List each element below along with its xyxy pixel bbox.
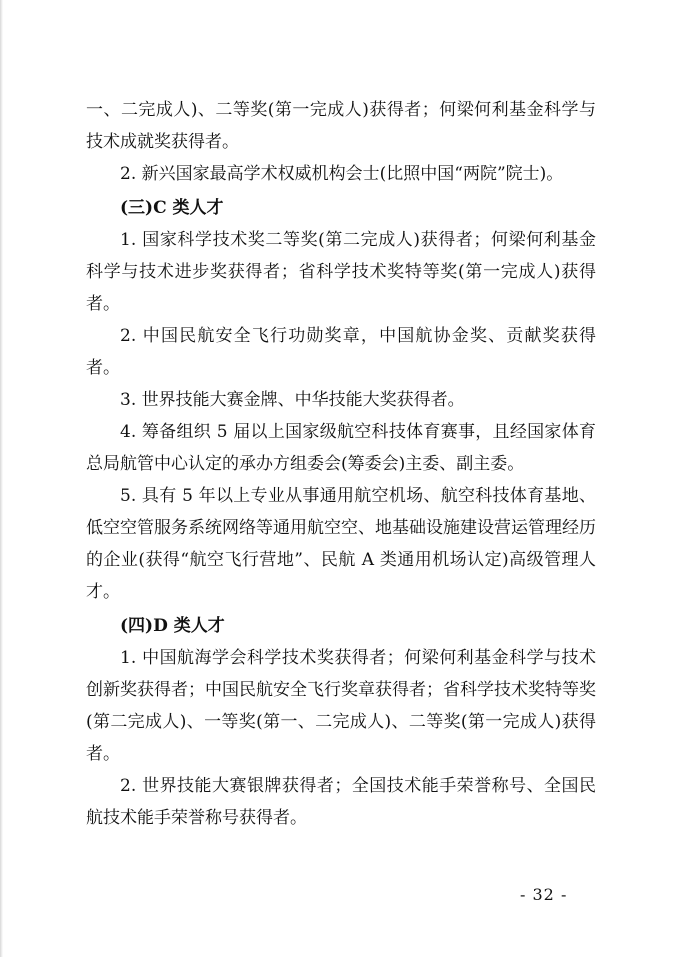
section-heading-d: (四)D 类人才 [120, 616, 225, 636]
paragraph-continuation: 一、二完成人)、二等奖(第一完成人)获得者；何梁何利基金科学与技术成就奖获得者。 [86, 100, 596, 152]
paragraph-c-item-2: 2. 中国民航安全飞行功勋奖章，中国航协金奖、贡献奖获得者。 [86, 326, 596, 378]
paragraph-c-item-1: 1. 国家科学技术奖二等奖(第二完成人)获得者；何梁何利基金科学与技术进步奖获得者；省科学技术奖特等奖(第一完成人)获得者。 [86, 230, 596, 314]
scan-edge [0, 0, 3, 957]
paragraph-c-item-5: 5. 具有 5 年以上专业从事通用航空机场、航空科技体育基地、低空空管服务系统网络等通用航空空、地基础设施建设营运管理经历的企业(获得“航空飞行营地”、民航 A 类通用机场认定)高级管理人才。 [86, 486, 596, 602]
document-body [86, 94, 596, 834]
section-heading-c: (三)C 类人才 [120, 198, 224, 218]
paragraph-c-item-4: 4. 筹备组织 5 届以上国家级航空科技体育赛事，且经国家体育总局航管中心认定的承办方组委会(筹委会)主委、副主委。 [86, 422, 596, 474]
page-number: - 32 - [520, 885, 568, 904]
paragraph-c-item-3: 3. 世界技能大赛金牌、中华技能大奖获得者。 [120, 390, 465, 410]
paragraph-d-item-2: 2. 世界技能大赛银牌获得者；全国技术能手荣誉称号、全国民航技术能手荣誉称号获得者。 [86, 776, 596, 828]
paragraph-b-item-2: 2. 新兴国家最高学术权威机构会士(比照中国“两院”院士)。 [120, 164, 564, 184]
paragraph-d-item-1: 1. 中国航海学会科学技术奖获得者；何梁何利基金科学与技术创新奖获得者；中国民航安全飞行奖章获得者；省科学技术奖特等奖(第二完成人)、一等奖(第一、二完成人)、二等奖(第一完成人)获得者。 [86, 648, 596, 764]
